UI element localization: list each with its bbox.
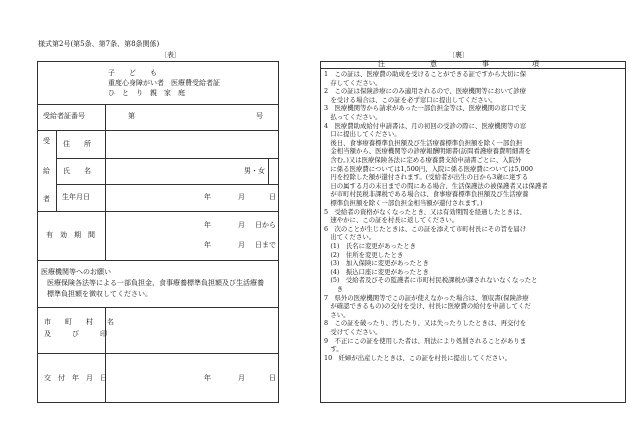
note-line: 10 妊婦が出産したときは、この証を村長に提出してください。: [324, 353, 512, 362]
note-line: き: [324, 285, 344, 293]
note-line: を受ける場合は、この証を必ず窓口に提出してください。: [324, 95, 497, 104]
recipient-number-label: 受給者証番号: [43, 112, 85, 120]
note-line: (2) 住所を変更したとき: [324, 250, 404, 259]
issue-month-unit: 月: [238, 374, 245, 382]
title-line-single-parent: ひ と り 親 家 庭: [108, 89, 185, 97]
note-line: 受けてください。: [324, 328, 382, 336]
note-line: す。: [324, 345, 343, 354]
note-line: 日の属する月の末日までの間にある場合、生活保護法の被保護者又は保護者: [324, 181, 548, 190]
notes-header-char2: 意: [430, 60, 437, 68]
note-line: 存してください。: [324, 78, 382, 87]
note-line: が確認できるもの)の交付を受け、村長に医療費の給付を申請してくだ: [324, 302, 531, 311]
note-line: が市町村民税非課税である場合は、食事療養標準負担額及び生活療養: [324, 190, 529, 199]
address-label: 住 所: [63, 140, 91, 148]
note-line: 6 次のことが生じたときは、この証を添えて市町村長にその旨を届け: [324, 224, 527, 233]
note-line: 出てください。: [324, 233, 376, 242]
notice-body-line2: 標準負担額を徴収してください。: [47, 290, 152, 298]
name-label: 氏 名: [63, 167, 91, 175]
note-line: 4 医療費助成給付申請書は、月の初回の受診の際に、医療機関等の窓: [324, 121, 527, 130]
validity-label: 有 効 期 間: [46, 231, 95, 239]
issue-year-unit: 年: [204, 374, 211, 382]
title-line-disabled: 重度心身障がい者 医療費受給者証: [108, 79, 220, 87]
note-line: (1) 氏名に変更があったとき: [324, 242, 417, 250]
note-line: 金相当額から、医療機関等の診療報酬明細書(訪問看護療養費明細書を: [324, 147, 531, 156]
note-line: (5) 受給者及びその監護者に市町村民税課税が課されないなくなったと: [324, 276, 538, 285]
note-line: 7 県外の医療機関等でこの証が使えなかった場合は、領収書(保険診療: [324, 293, 529, 302]
validity-to-month-unit: 月: [238, 241, 245, 249]
note-line: 標準負担額を除く一部負担金相当額が還付されます。): [324, 199, 483, 207]
note-line: に係る医療費については1,500円、入院に係る医療費については5,000: [324, 164, 533, 173]
side-label-sha: 者: [43, 195, 50, 203]
note-line: 3 医療機関等から請求があった一部負担金等は、医療機関の窓口で支: [324, 104, 527, 113]
seal-label: 及 び 印: [44, 330, 107, 338]
issue-day-unit: 日: [269, 374, 276, 382]
note-line: 速やかに、この証を村長に返してください。: [324, 216, 459, 225]
validity-from: 日から: [255, 221, 276, 229]
note-line: 払ってください。: [324, 113, 382, 121]
birth-day-unit: 日: [269, 193, 276, 201]
note-line: (4) 振込口座に変更があったとき: [324, 267, 429, 276]
note-line: 9 不正にこの証を使用した者は、刑法により処罰されることがありま: [324, 336, 527, 345]
municipality-label: 市 町 村 名: [44, 318, 114, 326]
validity-to-year-unit: 年: [204, 241, 211, 249]
notes-header-char4: 項: [532, 60, 539, 68]
note-line: 含む。)又は医療保険各法に定める療養費支給申請書ごとに、入院外: [324, 156, 522, 164]
note-line: 口に提出してください。: [324, 130, 401, 139]
notice-title: 医療機関等へのお願い: [41, 268, 111, 276]
note-line: (3) 加入保険に変更があったとき: [324, 259, 429, 268]
number-suffix: 号: [256, 112, 263, 120]
issue-date-label: 交 付 年 月 日: [44, 374, 107, 382]
notice-body-line1: 医療保険各法等による一部負担金、食事療養標準負担額及び生活療養: [47, 279, 264, 287]
birthdate-label: 生年月日: [62, 193, 90, 201]
gender-options: 男・女: [244, 167, 265, 175]
side-label-kyu: 給: [43, 167, 50, 175]
back-side-label: 〔裏〕: [448, 51, 469, 59]
validity-from-year-unit: 年: [204, 221, 211, 229]
title-line-children: 子 ど も: [108, 69, 157, 77]
note-line: 後日、食事療養標準負担額及び生活療養標準負担額を除く一部負担: [324, 138, 523, 147]
form-title: 様式第2号(第5条、第7条、第8条関係): [38, 40, 160, 48]
number-prefix: 第: [128, 112, 135, 120]
birth-month-unit: 月: [238, 193, 245, 201]
note-line: さい。: [324, 310, 350, 319]
note-line: 2 この証は保険診療にのみ適用されるので、医療機関等において診療: [324, 87, 527, 96]
birth-year-unit: 年: [204, 193, 211, 201]
side-label-ju: 受: [43, 137, 50, 145]
note-line: 1 この証は、医療費の助成を受けることができる証ですから大切に保: [324, 70, 527, 78]
validity-from-month-unit: 月: [238, 221, 245, 229]
note-line: 円を控除した額が還付されます。(受給者が出生の日から3歳に達する: [324, 173, 529, 182]
notes-header-char1: 注: [378, 60, 385, 68]
note-line: 8 この証を破ったり、汚したり、又は失ったりしたときは、再交付を: [324, 319, 527, 328]
validity-to: 日まで: [255, 241, 276, 249]
note-line: 5 受給者の資格がなくなったとき、又は有効期間を経過したときは、: [324, 207, 526, 216]
notes-header-char3: 事: [482, 60, 489, 68]
front-side-label: 〔表〕: [160, 51, 181, 59]
